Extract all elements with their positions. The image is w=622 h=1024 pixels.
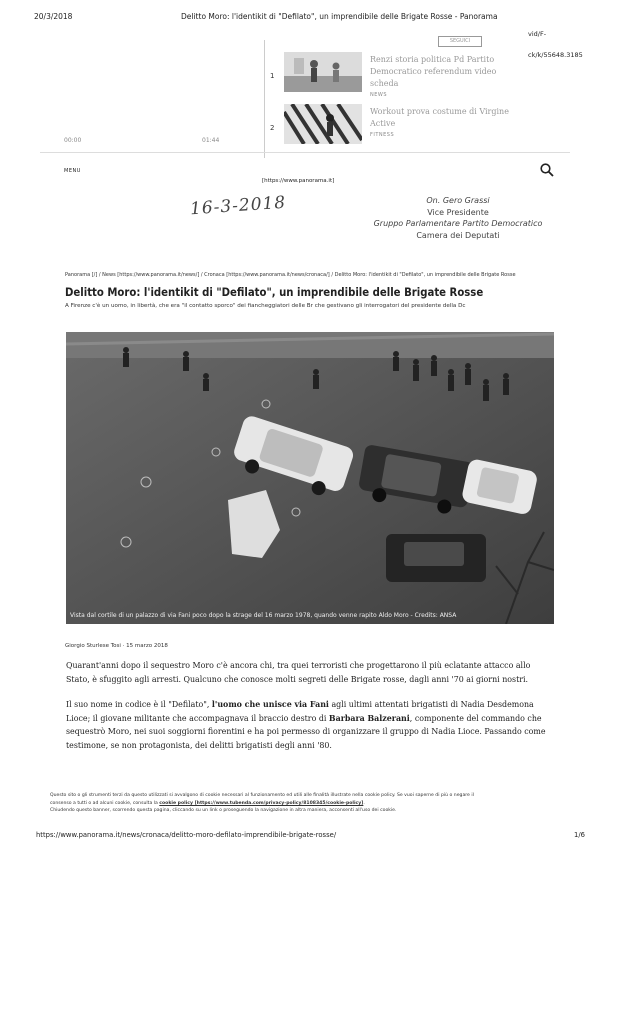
print-date: 20/3/2018 (34, 12, 73, 21)
cookie-text: Questo sito o gli strumenti terzi da questo utilizzati si avvalgono di cookie necessari al funzionamento ed utili alle finalità illustrate nella cookie policy. Se vuoi saperne di più o negare il (50, 793, 474, 798)
cookie-banner (50, 792, 550, 815)
breadcrumb[interactable]: Panorama [/] / News [https://www.panorama.it/news/] / Cronaca [https://www.panorama.it/news/cronaca/] / Delitto Moro: l'identikit di "Defilato", un imprendibile delle Brigate Rosse (65, 272, 516, 278)
cookie-text: Chiudendo questo banner, scorrendo questa pagina, cliccando su un link o proseguendo la navigazione in altra maniera, acconsenti all'uso dei cookie. (50, 808, 397, 814)
cookie-policy-link[interactable]: cookie policy [https://www.tubenda.com/privacy-policy/8108345/cookie-policy] (159, 800, 364, 806)
related-video-number: 1 (270, 72, 275, 80)
search-icon[interactable] (540, 162, 554, 181)
article-byline: Giorgio Sturlese Tosi · 15 marzo 2018 (65, 643, 168, 649)
divider (264, 40, 265, 158)
print-footer-url: https://www.panorama.it/news/cronaca/delitto-moro-defilato-imprendibile-brigate-rosse/ (36, 831, 337, 839)
article-subtitle: A Firenze c'è un uomo, in libertà, che era "il contatto sporco" dei fiancheggiatori delle Br che gestivano gli interrogatori del presidente della Dc (65, 303, 466, 309)
related-video-tag: NEWS (370, 92, 388, 98)
cut-off-text: ck/k/55648.3185 (528, 51, 583, 59)
related-video-number: 2 (270, 124, 275, 132)
video-time-current: 00:00 (64, 137, 82, 144)
print-page-number: 1/6 (574, 831, 585, 839)
cut-off-text: vid/F- (528, 30, 547, 38)
paragraph-text: agli ultimi attentati brigatisti di Nadia Desdemona Lioce; il giovane militante che accompagnava il braccio destro di (66, 700, 534, 723)
stamp-line: On. Gero Grassi (426, 196, 490, 205)
related-video-tag: FITNESS (370, 132, 395, 138)
related-video-title[interactable]: Workout prova costume di Virgine Active (370, 107, 509, 128)
cookie-text-part: . (363, 800, 365, 806)
stamp-line: Camera dei Deputati (416, 230, 500, 240)
stamp (370, 195, 546, 241)
highlighted-text: l'uomo che unisce via Fani (211, 700, 329, 709)
stamp-line: Gruppo Parlamentare Partito Democratico (373, 219, 543, 228)
highlighted-name: Barbara Balzerani (328, 713, 410, 723)
stamp-line: Vice Presidente (427, 207, 489, 217)
article-paragraph (66, 698, 556, 752)
paragraph-text: Il suo nome in codice è il "Defilato", (66, 700, 212, 709)
print-page-title: Delitto Moro: l'identikit di "Defilato", un imprendibile delle Brigate Rosse - Panorama (181, 12, 498, 21)
divider (40, 152, 570, 153)
menu-button[interactable]: MENU (64, 168, 81, 174)
video-time-total: 01:44 (202, 137, 220, 144)
paragraph-text: , componente del commando che sequestrò Moro, nei suoi soggiorni fiorentini e ha poi permesso di organizzare il gruppo di Nadia Lioce. Passando come testimone, se non protagonista, dei delitti brigatisti degli anni '80. (66, 713, 546, 750)
photo-caption: Vista dal cortile di un palazzo di via Fani poco dopo la strage del 16 marzo 1978, quando venne rapito Aldo Moro - Credits: ANSA (70, 612, 457, 619)
article-title: Delitto Moro: l'identikit di "Defilato", un imprendibile delle Brigate Rosse (65, 285, 484, 299)
related-video-thumbnail[interactable] (284, 104, 362, 144)
cookie-text (50, 800, 550, 808)
related-video-title[interactable]: Renzi storia politica Pd Partito Democratico referendum video scheda (370, 55, 497, 88)
site-link[interactable]: [https://www.panorama.it] (262, 178, 335, 184)
related-video-thumbnail[interactable] (284, 52, 362, 92)
article-paragraph: Quarant'anni dopo il sequestro Moro c'è ancora chi, tra quei terroristi che progettarono il più eclatante attacco allo Stato, è sfuggito agli arresti. Qualcuno che conosce molti segreti delle Brigate rosse, dagli anni '70 ai giorni nostri. (66, 661, 531, 684)
article-photo (66, 332, 554, 624)
handwritten-date: 16-3-2018 (189, 192, 287, 220)
cookie-text-part: consenso a tutti o ad alcuni cookie, consulta la (50, 800, 160, 806)
follow-button[interactable]: SEGUICI (438, 36, 482, 47)
